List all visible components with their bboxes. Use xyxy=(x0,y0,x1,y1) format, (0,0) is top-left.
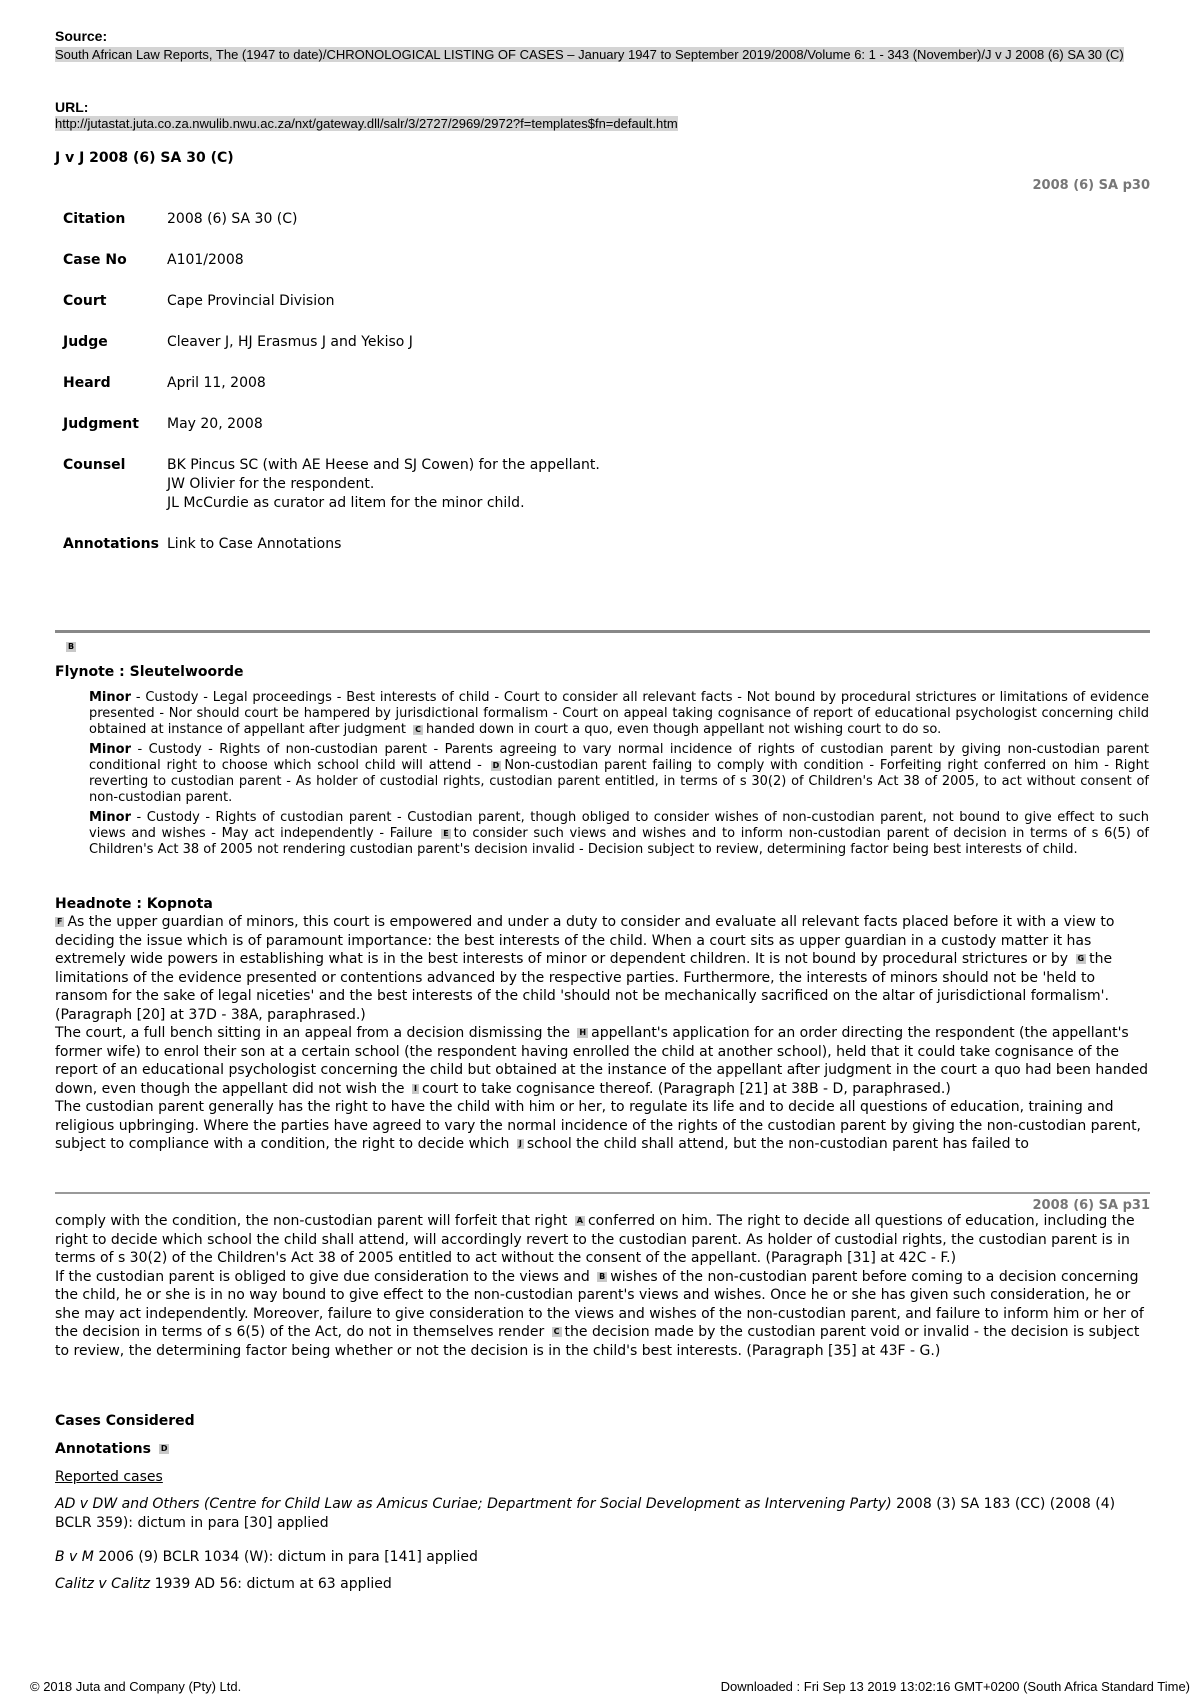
page-break-divider xyxy=(55,1192,1150,1194)
margin-letter-i: I xyxy=(413,1083,417,1093)
annotations-link[interactable]: Link to Case Annotations xyxy=(167,536,342,552)
margin-letter-g: G xyxy=(1077,954,1085,963)
margin-letter-d: D xyxy=(492,760,500,770)
case-citation: AD v DW and Others (Centre for Child Law as Amicus Curiae; Department for Social Development as Intervening Party) 2008 (3) SA 183 (CC) (2008 (4) BCLR 359): dictum in para [30] applied xyxy=(55,1496,1116,1531)
meta-value: Cape Provincial Division xyxy=(167,293,335,309)
meta-key: Annotations xyxy=(63,536,159,552)
meta-row-case-no xyxy=(55,251,600,292)
headnote-paragraph: F As the upper guardian of minors, this court is empowered and under a duty to consider and evaluate all relevant facts placed before it with a view to deciding the issue which is of paramount importance: the best interests of the child. When a court sits as upper guardian in a custody matter it has extremely wide powers in establishing what is in the best interests of minor or dependent children. It is not bound by procedural strictures or by G the limitations of the evidence presented or contentions advanced by the respective parties. Furthermore, the interests of minors should not be 'held to ransom for the sake of legal niceties' and the best interests of the child 'should not be mechanically sacrificed on the altar of jurisdictional formalism'. (Paragraph [20] at 37D - 38A, paraphrased.) xyxy=(55,914,1115,1023)
meta-row-annotations xyxy=(55,535,600,576)
source-text xyxy=(55,46,1145,64)
reported-cases-heading: Reported cases xyxy=(55,1469,163,1485)
meta-value: April 11, 2008 xyxy=(167,375,266,391)
counsel-line: BK Pincus SC (with AE Heese and SJ Cowen) for the appellant. xyxy=(167,457,600,473)
meta-value: Cleaver J, HJ Erasmus J and Yekiso J xyxy=(167,334,413,350)
meta-row-heard xyxy=(55,374,600,415)
source-breadcrumb[interactable]: South African Law Reports, The (1947 to date)/CHRONOLOGICAL LISTING OF CASES – January 1947 to September 2019/2008/Volume 6: 1 - 343 (November)/J v J 2008 (6) SA 30 (C) xyxy=(55,47,1124,62)
case-name: Calitz v Calitz xyxy=(55,1576,151,1592)
margin-letter-e: E xyxy=(443,828,449,838)
meta-value: A101/2008 xyxy=(167,252,244,268)
margin-letter-a: A xyxy=(576,1216,583,1225)
headnote-paragraph: comply with the condition, the non-custodian parent will forfeit that right A conferred on him. The right to decide all questions of education, including the right to decide which school the child shall attend, will accordingly revert to the custodian parent. As holder of custodial rights, the custodian parent is in terms of s 30(2) of the Children's Act 38 of 2005 entitled to act without the consent of the appellant. (Paragraph [31] at 42C - F.) xyxy=(55,1213,1135,1266)
meta-value: 2008 (6) SA 30 (C) xyxy=(167,211,298,227)
flynote-paragraph: Minor - Custody - Legal proceedings - Best interests of child - Court to consider all relevant facts - Not bound by procedural strictures or limitations of evidence presented - Nor should court be hampered by jurisdictional formalism - Court on appeal taking cognisance of report of educational psychologist concerning child obtained at instance of appellant after judgment C handed down in court a quo, even though appellant not wishing court to do so. xyxy=(89,690,1149,737)
flynote-heading: Flynote : Sleutelwoorde xyxy=(55,664,244,680)
footer-copyright: © 2018 Juta and Company (Pty) Ltd. xyxy=(30,1679,242,1694)
meta-key: Case No xyxy=(63,252,127,268)
headnote-paragraph: The court, a full bench sitting in an appeal from a decision dismissing the H appellant's application for an order directing the respondent (the appellant's former wife) to enrol their son at a certain school (the respondent having enrolled the child at another school), held that it could take cognisance of the report of an educational psychologist concerning the child but obtained at the instance of the appellant after judgment in the court a quo had been handed down, even though the appellant did not wish the I court to take cognisance thereof. (Paragraph [21] at 38B - D, paraphrased.) xyxy=(55,1025,1149,1097)
margin-letter-c: C xyxy=(415,724,421,734)
meta-key: Court xyxy=(63,293,107,309)
meta-value: May 20, 2008 xyxy=(167,416,263,432)
flynote-paragraph: Minor - Custody - Rights of custodian parent - Custodian parent, though obliged to consider wishes of non-custodian parent, not bound to give effect to such views and wishes - May act independently - Failure E to consider such views and wishes and to inform non-custodian parent of decision in terms of s 6(5) of Children's Act 38 of 2005 not rendering custodian parent's decision invalid - Decision subject to review, determining factor being best interests of child. xyxy=(89,810,1150,857)
flynote-paragraph: Minor - Custody - Rights of non-custodian parent - Parents agreeing to vary normal incidence of rights of custodian parent by giving non-custodian parent conditional right to choose which school child will attend - D Non-custodian parent failing to comply with condition - Forfeiting right conferred on him - Right reverting to custodian parent - As holder of custodial rights, custodian parent entitled, in terms of s 30(2) of Children's Act 38 of 2005, to act without consent of non-custodian parent. xyxy=(89,742,1149,805)
annotations-heading: Annotations D xyxy=(55,1441,168,1457)
case-name: AD v DW and Others (Centre for Child Law as Amicus Curiae; Department for Social Development as Intervening Party) xyxy=(55,1496,892,1512)
section-divider xyxy=(55,630,1150,633)
footer-downloaded: Downloaded : Fri Sep 13 2019 13:02:16 GMT+0200 (South Africa Standard Time) xyxy=(720,1679,1190,1694)
case-citation: Calitz v Calitz 1939 AD 56: dictum at 63 applied xyxy=(55,1576,392,1592)
source-label: Source: xyxy=(55,28,108,44)
case-title: J v J 2008 (6) SA 30 (C) xyxy=(55,150,234,166)
page-ref-31: 2008 (6) SA p31 xyxy=(1032,1198,1150,1213)
page-ref-30: 2008 (6) SA p30 xyxy=(1032,178,1150,193)
meta-row-judge xyxy=(55,333,600,374)
margin-letter-c2: C xyxy=(553,1327,560,1336)
headnote-paragraph: If the custodian parent is obliged to give due consideration to the views and B wishes of the non-custodian parent before coming to a decision concerning the child, he or she is in no way bound to give effect to the non-custodian parent's views and wishes. Once he or she has given such consideration, he or she may act independently. Moreover, failure to give consideration to the views and wishes of the non-custodian parent, and failure to inform him or her of the decision in terms of s 6(5) of the Act, do not in themselves render C the decision made by the custodian parent void or invalid - the decision is subject to review, the determining factor being whether or not the decision is in the child's best interests. (Paragraph [35] at 43F - G.) xyxy=(55,1268,1144,1359)
meta-key: Counsel xyxy=(63,457,126,473)
meta-row-judgment xyxy=(55,415,600,456)
url-label: URL: xyxy=(55,99,89,115)
meta-key: Heard xyxy=(63,375,111,391)
meta-key: Judge xyxy=(63,334,108,350)
case-name: B v M xyxy=(55,1549,94,1565)
counsel-line: JL McCurdie as curator ad litem for the minor child. xyxy=(167,495,525,511)
counsel-line: JW Olivier for the respondent. xyxy=(167,476,375,492)
margin-letter-h: H xyxy=(579,1028,587,1037)
flynote-body xyxy=(89,690,1149,862)
margin-letter-b2: B xyxy=(599,1271,606,1281)
headnote-paragraph: The custodian parent generally has the right to have the child with him or her, to regulate its life and to decide all questions of education, training and religious upbringing. Where the parties have agreed to vary the normal incidence of the rights of the custodian parent by giving the non-custodian parent, subject to compliance with a condition, the right to decide which J school the child shall attend, but the non-custodian parent has failed to xyxy=(55,1099,1142,1152)
meta-value xyxy=(159,456,600,535)
margin-letter-b: B xyxy=(68,642,75,651)
headnote-body xyxy=(55,913,1150,1154)
margin-letter-f: F xyxy=(57,917,63,926)
meta-key: Judgment xyxy=(63,416,139,432)
url-link[interactable]: http://jutastat.juta.co.za.nwulib.nwu.ac.za/nxt/gateway.dll/salr/3/2727/2969/2972?f=templates$fn=default.htm xyxy=(55,116,678,131)
cases-considered-heading: Cases Considered xyxy=(55,1413,195,1429)
meta-row-citation xyxy=(55,210,600,251)
headnote-heading: Headnote : Kopnota xyxy=(55,896,213,912)
margin-letter-j: J xyxy=(518,1139,522,1148)
case-citation: B v M 2006 (9) BCLR 1034 (W): dictum in para [141] applied xyxy=(55,1549,478,1565)
meta-row-counsel xyxy=(55,456,600,535)
headnote-body-continued xyxy=(55,1212,1150,1360)
margin-letter-d2: D xyxy=(160,1444,168,1453)
case-metadata-table xyxy=(55,210,600,576)
url-text xyxy=(55,116,678,131)
meta-key: Citation xyxy=(63,211,126,227)
meta-row-court xyxy=(55,292,600,333)
